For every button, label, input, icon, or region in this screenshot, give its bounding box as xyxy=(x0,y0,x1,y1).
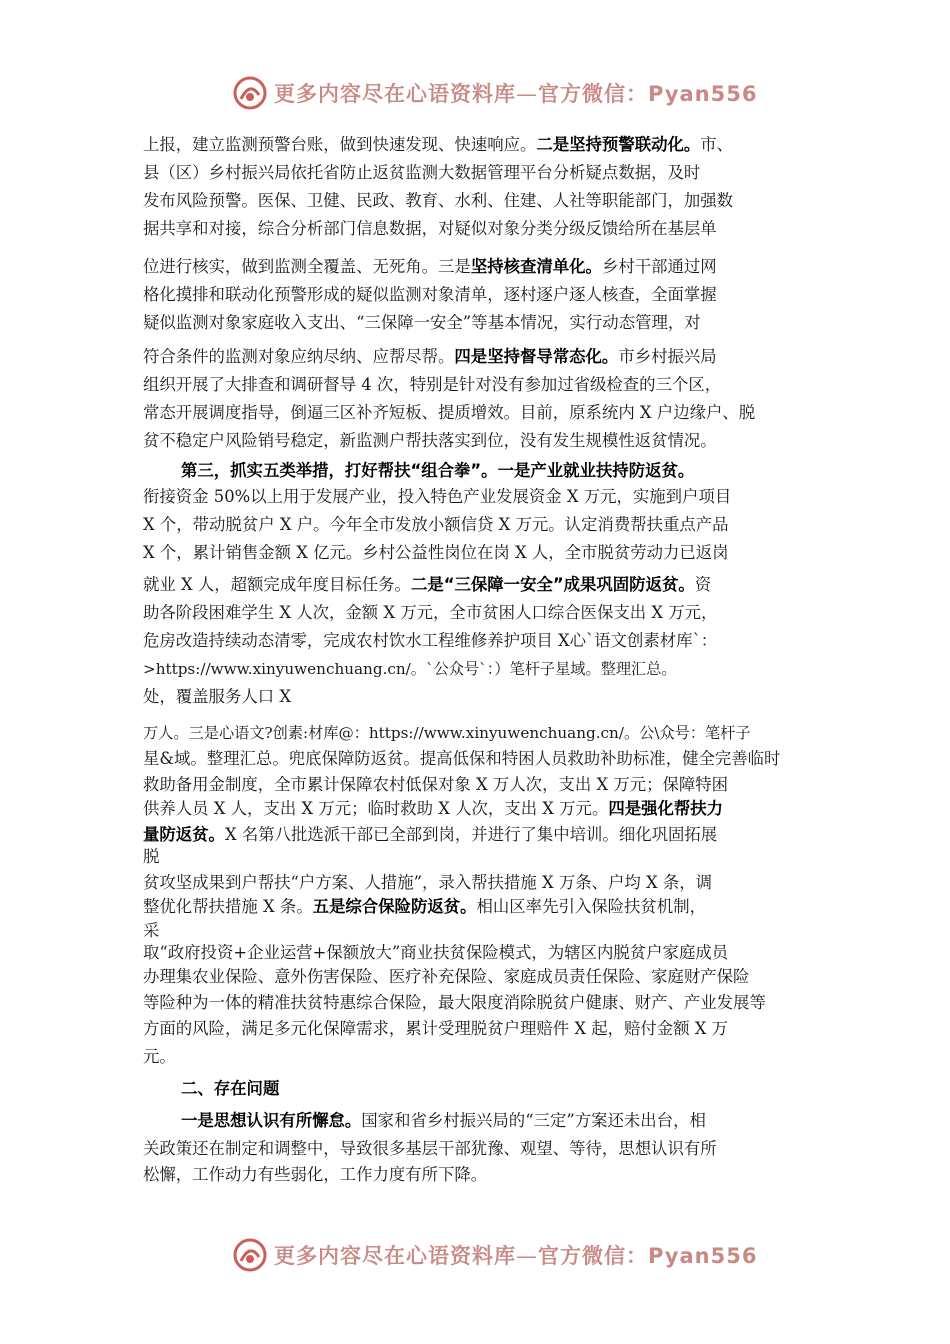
body-text: 据共享和对接，综合分析部门信息数据，对疑似对象分类分级反馈给所在基层单 xyxy=(143,219,717,238)
header-banner xyxy=(232,73,757,113)
text-line xyxy=(143,430,717,452)
body-text: 乡村干部通过网 xyxy=(601,257,717,276)
body-text: 发布风险预警。医保、卫健、民政、教育、水利、住建、人社等职能部门，加强数 xyxy=(143,191,734,210)
text-line xyxy=(143,402,755,424)
bold-text: 量防返贫。 xyxy=(143,825,225,844)
text-line xyxy=(143,1018,728,1040)
text-line xyxy=(143,284,717,306)
text-line xyxy=(143,486,731,508)
body-text: X 名第八批选派干部已全部到岗，并进行了集中培训。细化巩固拓展 xyxy=(224,825,718,844)
text-line xyxy=(143,346,717,368)
body-text: 就业 X 人，超额完成年度目标任务。 xyxy=(143,575,411,594)
text-line xyxy=(143,774,728,796)
text-line xyxy=(143,920,159,942)
body-text: 市乡村振兴局 xyxy=(618,347,717,366)
text-line xyxy=(143,514,729,536)
text-line xyxy=(143,722,751,744)
bold-text: 二是坚持预警联动化。 xyxy=(536,135,701,154)
text-line xyxy=(143,312,701,334)
bold-text: 坚持核查清单化。 xyxy=(470,257,602,276)
text-line xyxy=(143,846,159,868)
text-line xyxy=(143,872,712,894)
text-line xyxy=(181,1078,279,1100)
text-line xyxy=(143,542,729,564)
text-line xyxy=(143,190,733,212)
text-line xyxy=(143,256,717,278)
text-line xyxy=(143,992,766,1014)
body-text: 格化摸排和联动化预警形成的疑似监测对象清单，逐村逐户逐人核查，全面掌握 xyxy=(143,285,717,304)
bold-text: 二、存在问题 xyxy=(181,1079,280,1098)
body-text: 疑似监测对象家庭收入支出、“三保障一安全”等基本情况，实行动态管理，对 xyxy=(143,313,701,332)
text-line xyxy=(143,630,717,652)
text-line xyxy=(143,1164,487,1186)
body-text: 常态开展调度指导，倒逼三区补齐短板、提质增效。目前，原系统内 X 户边缘户、脱 xyxy=(143,403,756,422)
bold-text: 五是综合保险防返贫。 xyxy=(312,897,477,916)
body-text: 衔接资金 50%以上用于发展产业，投入特色产业发展资金 X 万元，实施到户项目 xyxy=(143,487,732,506)
body-text: 方面的风险，满足多元化保障需求，累计受理脱贫户理赔件 X 起，赔付金额 X 万 xyxy=(143,1019,729,1038)
body-text: 符合条件的监测对象应纳尽纳、应帮尽帮。 xyxy=(143,347,455,366)
body-text: X 个，累计销售金额 X 亿元。乡村公益性岗位在岗 X 人，全市脱贫劳动力已返岗 xyxy=(143,543,729,562)
text-line xyxy=(143,162,700,184)
body-text: 位进行核实，做到监测全覆盖、无死角。三是 xyxy=(143,257,471,276)
text-line xyxy=(181,460,694,482)
body-text: X 个，带动脱贫户 X 户。今年全市发放小额信贷 X 万元。认定消费帮扶重点产品 xyxy=(143,515,729,534)
banner-text: 更多内容尽在心语资料库—官方微信：Pyan556 xyxy=(274,82,758,106)
body-text: 办理集农业保险、意外伤害保险、医疗补充保险、家庭成员责任保险、家庭财产保险 xyxy=(143,967,750,986)
banner-text: 更多内容尽在心语资料库—官方微信：Pyan556 xyxy=(274,1244,758,1268)
text-line xyxy=(143,942,728,964)
body-text: 星&域。整理汇总。兜底保障防返贫。提高低保和特困人员救助补助标准，健全完善临时 xyxy=(143,749,781,768)
bold-text: 四是强化帮扶力 xyxy=(608,799,724,818)
body-text: 市、 xyxy=(700,135,734,154)
text-line xyxy=(143,134,733,156)
body-text: 贫不稳定户风险销号稳定，新监测户帮扶落实到位，没有发生规模性返贫情况。 xyxy=(143,431,717,450)
body-text: 等险种为一体的精准扶贫特惠综合保险，最大限度消除脱贫户健康、财产、产业发展等 xyxy=(143,993,766,1012)
text-line xyxy=(143,896,706,918)
footer-banner xyxy=(232,1235,757,1275)
brand-logo-icon xyxy=(232,1237,268,1273)
text-line xyxy=(143,1138,717,1160)
text-line xyxy=(143,686,291,708)
body-text: 处，覆盖服务人口 X xyxy=(143,687,292,706)
body-text: 资 xyxy=(694,575,712,594)
bold-text: 二是“三保障一安全”成果巩固防返贫。 xyxy=(410,575,695,594)
text-line xyxy=(143,748,780,770)
text-line xyxy=(143,658,677,680)
text-line xyxy=(143,966,749,988)
body-text: 上报，建立监测预警台账，做到快速发现、快速响应。 xyxy=(143,135,537,154)
body-text: 松懈，工作动力有些弱化，工作力度有所下降。 xyxy=(143,1165,488,1184)
body-text: 相山区率先引入保险扶贫机制， xyxy=(476,897,706,916)
brand-logo-icon xyxy=(232,75,268,111)
body-text: 取“政府投资+企业运营+保额放大”商业扶贫保险模式，为辖区内脱贫户家庭成员 xyxy=(143,943,729,962)
body-text: >https://www.xinyuwenchuang.cn/。`公众号`：）笔杆子星域。整理汇总。 xyxy=(143,660,677,678)
body-text: 采 xyxy=(143,921,160,940)
text-line xyxy=(181,1110,706,1132)
text-line xyxy=(143,374,721,396)
text-line xyxy=(143,602,717,624)
body-text: 整优化帮扶措施 X 条。 xyxy=(143,897,313,916)
text-line xyxy=(143,574,711,596)
body-text: 危房改造持续动态清零，完成农村饮水工程维修养护项目 X心`语文创素材库`： xyxy=(143,631,718,650)
body-text: 县（区）乡村振兴局依托省防止返贫监测大数据管理平台分析疑点数据，及时 xyxy=(143,163,701,182)
body-text: 贫攻坚成果到户帮扶“户方案、人措施”，录入帮扶措施 X 万条、户均 X 条，调 xyxy=(143,873,713,892)
body-text: 组织开展了大排查和调研督导 4 次，特别是针对没有参加过省级检查的三个区， xyxy=(143,375,722,394)
body-text: 国家和省乡村振兴局的“三定”方案还未出台，相 xyxy=(361,1111,706,1130)
bold-text: 一是思想认识有所懈怠。 xyxy=(181,1111,362,1130)
text-line xyxy=(143,1046,176,1068)
text-line xyxy=(143,798,723,820)
body-text: 供养人员 X 人，支出 X 万元；临时救助 X 人次，支出 X 万元。 xyxy=(143,799,609,818)
body-text: 万人。三是心语文?创素:材库@：https://www.xinyuwenchuang.cn/。公\众号：笔杆子 xyxy=(143,724,751,742)
body-text: 元。 xyxy=(143,1047,176,1066)
bold-text: 四是坚持督导常态化。 xyxy=(454,347,619,366)
body-text: 救助备用金制度，全市累计保障农村低保对象 X 万人次，支出 X 万元；保障特困 xyxy=(143,775,729,794)
bold-text: 第三，抓实五类举措，打好帮扶“组合拳”。一是产业就业扶持防返贫。 xyxy=(181,461,695,480)
body-text: 脱 xyxy=(143,847,160,866)
body-text: 关政策还在制定和调整中，导致很多基层干部犹豫、观望、等待，思想认识有所 xyxy=(143,1139,717,1158)
text-line xyxy=(143,824,717,846)
text-line xyxy=(143,218,717,240)
body-text: 助各阶段困难学生 X 人次，金额 X 万元，全市贫困人口综合医保支出 X 万元， xyxy=(143,603,718,622)
